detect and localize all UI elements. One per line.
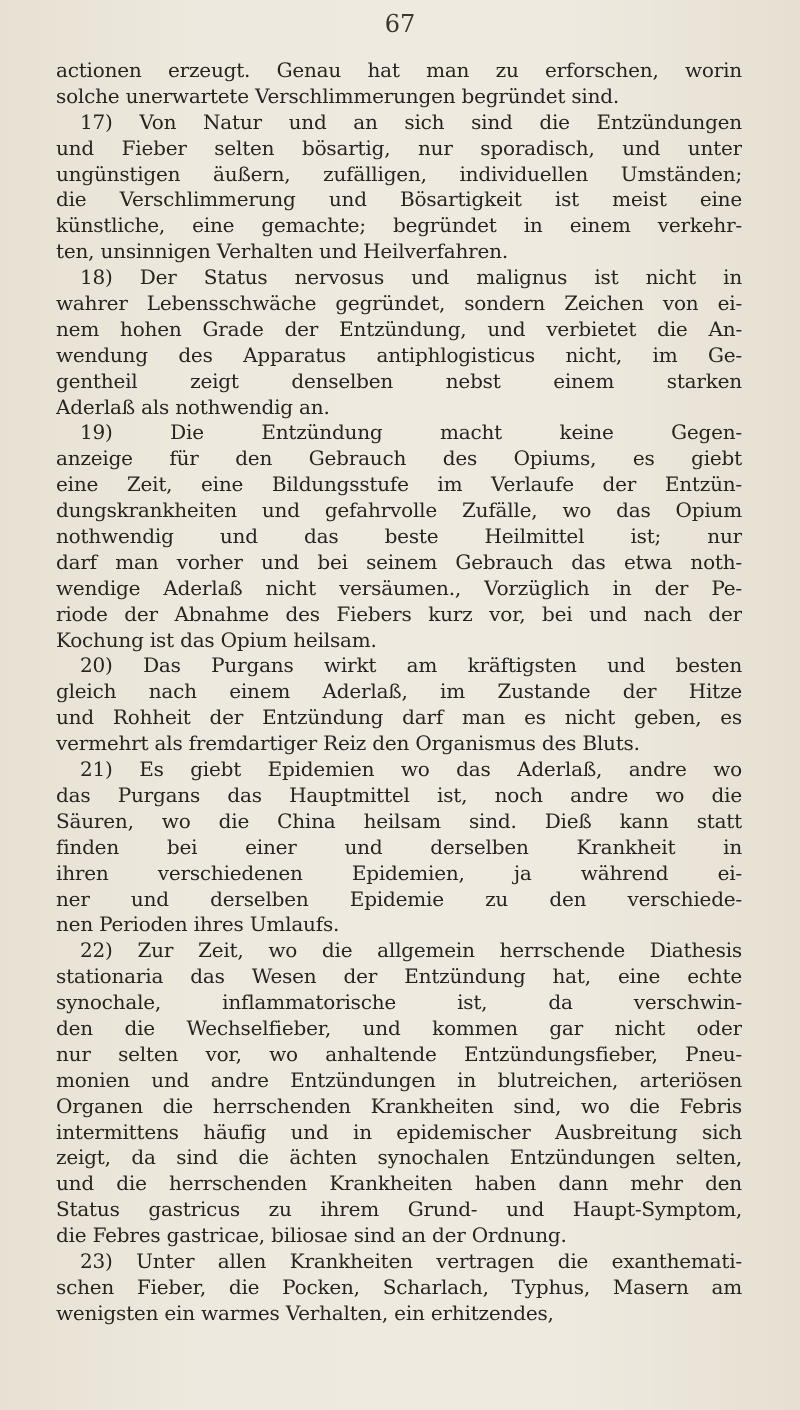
text-line: gleich nach einem Aderlaß, im Zustande der Hitze <box>56 679 742 704</box>
text-line: Säuren, wo die China heilsam sind. Dieß kann statt <box>56 808 742 833</box>
text-line: actionen erzeugt. Genau hat man zu erforschen, worin <box>56 58 742 82</box>
text-line: wenigsten ein warmes Verhalten, ein erhitzendes, <box>56 1300 554 1325</box>
text-line: nen Perioden ihres Umlaufs. <box>56 912 340 937</box>
text-line: darf man vorher und bei seinem Gebrauch das etwa noth- <box>56 549 742 574</box>
text-line: monien und andre Entzündungen in blutreichen, arteriösen <box>56 1067 742 1092</box>
text-line: ihren verschiedenen Epidemien, ja während ei- <box>56 860 742 885</box>
text-line: Status gastricus zu ihrem Grund- und Haupt-Symptom, <box>56 1197 742 1222</box>
text-line: ten, unsinnigen Verhalten und Heilverfahren. <box>56 239 508 264</box>
text-line: dungskrankheiten und gefahrvolle Zufälle, wo das Opium <box>56 498 742 523</box>
text-line: finden bei einer und derselben Krankheit in <box>56 834 742 859</box>
text-line: 20) Das Purgans wirkt am kräftigsten und besten <box>80 653 742 678</box>
text-line: und die herrschenden Krankheiten haben dann mehr den <box>56 1171 742 1196</box>
text-line: nem hohen Grade der Entzündung, und verbietet die An- <box>56 316 742 341</box>
text-line: das Purgans das Hauptmittel ist, noch andre wo die <box>56 782 742 807</box>
text-line: synochale, inflammatorische ist, da verschwin- <box>56 990 742 1015</box>
text-line: riode der Abnahme des Fiebers kurz vor, bei und nach der <box>56 601 742 626</box>
text-line: zeigt, da sind die ächten synochalen Entzündungen selten, <box>56 1145 742 1170</box>
text-line: wahrer Lebensschwäche gegründet, sondern Zeichen von ei- <box>56 291 742 316</box>
text-line: ner und derselben Epidemie zu den verschiede- <box>56 886 742 911</box>
text-line: 21) Es giebt Epidemien wo das Aderlaß, andre wo <box>80 757 742 782</box>
text-line: 17) Von Natur und an sich sind die Entzündungen <box>80 109 742 134</box>
text-line: 23) Unter allen Krankheiten vertragen die exanthemati- <box>80 1248 742 1273</box>
text-line: wendige Aderlaß nicht versäumen., Vorzüglich in der Pe- <box>56 575 742 600</box>
text-line: nur selten vor, wo anhaltende Entzündungsfieber, Pneu- <box>56 1041 742 1066</box>
text-line: Kochung ist das Opium heilsam. <box>56 627 377 652</box>
text-line: anzeige für den Gebrauch des Opiums, es giebt <box>56 446 742 471</box>
text-line: die Febres gastricae, biliosae sind an der Ordnung. <box>56 1223 567 1248</box>
text-line: stationaria das Wesen der Entzündung hat, eine echte <box>56 964 742 989</box>
text-line: nothwendig und das beste Heilmittel ist; nur <box>56 524 742 549</box>
text-line: und Fieber selten bösartig, nur sporadisch, und unter <box>56 135 742 160</box>
text-line: schen Fieber, die Pocken, Scharlach, Typhus, Masern am <box>56 1274 742 1299</box>
text-line: künstliche, eine gemachte; begründet in einem verkehr- <box>56 213 742 238</box>
text-line: vermehrt als fremdartiger Reiz den Organismus des Bluts. <box>56 731 640 756</box>
text-line: und Rohheit der Entzündung darf man es nicht geben, es <box>56 705 742 730</box>
text-line: intermittens häufig und in epidemischer Ausbreitung sich <box>56 1119 742 1144</box>
text-line: 19) Die Entzündung macht keine Gegen- <box>80 420 742 445</box>
text-line: Organen die herrschenden Krankheiten sind, wo die Febris <box>56 1093 742 1118</box>
text-line: wendung des Apparatus antiphlogisticus nicht, im Ge- <box>56 342 742 367</box>
text-line: die Verschlimmerung und Bösartigkeit ist meist eine <box>56 187 742 212</box>
text-line: Aderlaß als nothwendig an. <box>56 394 330 419</box>
text-line: ungünstigen äußern, zufälligen, individuellen Umständen; <box>56 161 742 186</box>
text-line: 18) Der Status nervosus und malignus ist nicht in <box>80 265 742 290</box>
text-line: solche unerwartete Verschlimmerungen begründet sind. <box>56 83 620 108</box>
page-number: 67 <box>384 10 416 38</box>
text-line: gentheil zeigt denselben nebst einem starken <box>56 368 742 393</box>
text-line: den die Wechselfieber, und kommen gar nicht oder <box>56 1015 742 1040</box>
text-line: eine Zeit, eine Bildungsstufe im Verlaufe der Entzün- <box>56 472 742 497</box>
text-line: 22) Zur Zeit, wo die allgemein herrschende Diathesis <box>80 938 742 963</box>
body-text <box>56 58 742 1327</box>
